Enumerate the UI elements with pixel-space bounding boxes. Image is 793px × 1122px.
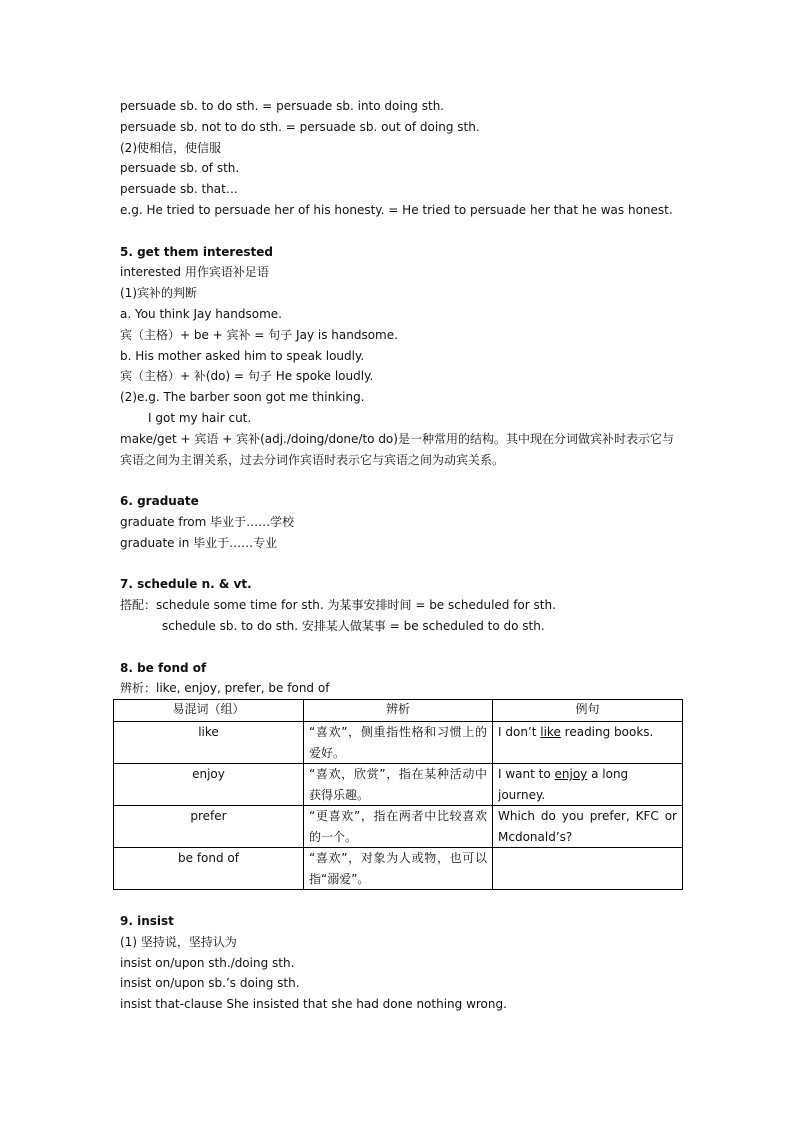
s5-line-7: (2)e.g. The barber soon got me thinking. <box>120 390 365 405</box>
example-underlined-word: like <box>540 725 561 740</box>
s4-line-3: (2)使相信，使信服 <box>120 140 221 155</box>
example-text: reading books. <box>560 725 654 740</box>
s4-line-1: persuade sb. to do sth. = persuade sb. into doing sth. <box>120 99 445 113</box>
s5-line-1: interested 用作宾语补足语 <box>120 265 269 280</box>
table-cell-analysis: “喜欢，欣赏”，指在某种活动中获得乐趣。 <box>304 764 493 806</box>
s9-line-3: insist on/upon sb.’s doing sth. <box>120 976 300 991</box>
s4-line-5: persuade sb. that… <box>120 182 238 197</box>
s5-line-5: b. His mother asked him to speak loudly. <box>120 348 365 363</box>
table-cell-word: enjoy <box>114 764 304 806</box>
s6-line-1: graduate from 毕业于……学校 <box>120 514 295 529</box>
table-cell-analysis: “喜欢”，侧重指性格和习惯上的爱好。 <box>304 722 493 764</box>
s9-line-4: insist that-clause She insisted that she had done nothing wrong. <box>120 997 507 1012</box>
s6-line-2: graduate in 毕业于……专业 <box>120 535 278 550</box>
table-cell-example <box>493 722 683 764</box>
s7-line-1: 搭配：schedule some time for sth. 为某事安排时间 = be scheduled for sth. <box>120 598 556 613</box>
section-6-title: 6. graduate <box>120 494 199 509</box>
example-text: I want to <box>498 767 555 782</box>
spacer <box>120 637 685 658</box>
spacer <box>120 554 685 575</box>
s5-line-2: (1)宾补的判断 <box>120 286 197 301</box>
table-row <box>114 848 683 890</box>
section-5-title: 5. get them interested <box>120 244 274 259</box>
s5-line-8: I got my hair cut. <box>148 410 252 425</box>
s9-line-1: (1) 坚持说，坚持认为 <box>120 934 237 949</box>
table-header: 辨析 <box>304 700 493 722</box>
example-text: I don’t <box>498 725 541 740</box>
table-header: 易混词（组） <box>114 700 304 722</box>
table-cell-example <box>493 806 683 848</box>
s5-line-3: a. You think Jay handsome. <box>120 306 282 321</box>
s4-line-6: e.g. He tried to persuade her of his honesty. = He tried to persuade her that he was honest. <box>120 202 673 217</box>
table-cell-word: be fond of <box>114 848 304 890</box>
table-cell-analysis: “喜欢”，对象为人或物，也可以指“溺爱”。 <box>304 848 493 890</box>
s5-line-6: 宾（主格）+ 补(do) = 句子 He spoke loudly. <box>120 369 374 384</box>
example-underlined-word: enjoy <box>554 767 588 782</box>
example-text: a long journey. <box>498 767 629 802</box>
s4-line-2: persuade sb. not to do sth. = persuade sb. out of doing sth. <box>120 119 480 134</box>
table-cell-word: like <box>114 722 304 764</box>
section-8-title: 8. be fond of <box>120 660 207 675</box>
table-header-row <box>114 700 683 722</box>
spacer <box>120 470 685 491</box>
s8-line-1: 辨析：like, enjoy, prefer, be fond of <box>120 681 330 696</box>
spacer <box>120 221 685 242</box>
table-header: 例句 <box>493 700 683 722</box>
table-cell-example <box>493 848 683 890</box>
s5-paragraph: make/get + 宾语 + 宾补(adj./doing/done/to do)是一种常用的结构。其中现在分词做宾补时表示它与宾语之间为主谓关系，过去分词作宾语时表示它与宾语之间为动宾关系。 <box>120 431 674 467</box>
table-row <box>114 764 683 806</box>
s7-line-2: schedule sb. to do sth. 安排某人做某事 = be scheduled to do sth. <box>162 618 545 633</box>
table-cell-example <box>493 764 683 806</box>
example-text: Which do you prefer, KFC or Mcdonald’s? <box>498 809 677 844</box>
spacer <box>120 890 685 911</box>
section-7-title: 7. schedule n. & vt. <box>120 577 252 592</box>
section-9-title: 9. insist <box>120 913 174 928</box>
table-cell-analysis: “更喜欢”，指在两者中比较喜欢的一个。 <box>304 806 493 848</box>
comparison-table <box>113 699 683 890</box>
table-cell-word: prefer <box>114 806 304 848</box>
s5-line-4: 宾（主格）+ be + 宾补 = 句子 Jay is handsome. <box>120 327 398 342</box>
notes-content <box>120 96 685 1015</box>
table-row <box>114 722 683 764</box>
table-row <box>114 806 683 848</box>
s9-line-2: insist on/upon sth./doing sth. <box>120 955 295 970</box>
s4-line-4: persuade sb. of sth. <box>120 161 240 176</box>
